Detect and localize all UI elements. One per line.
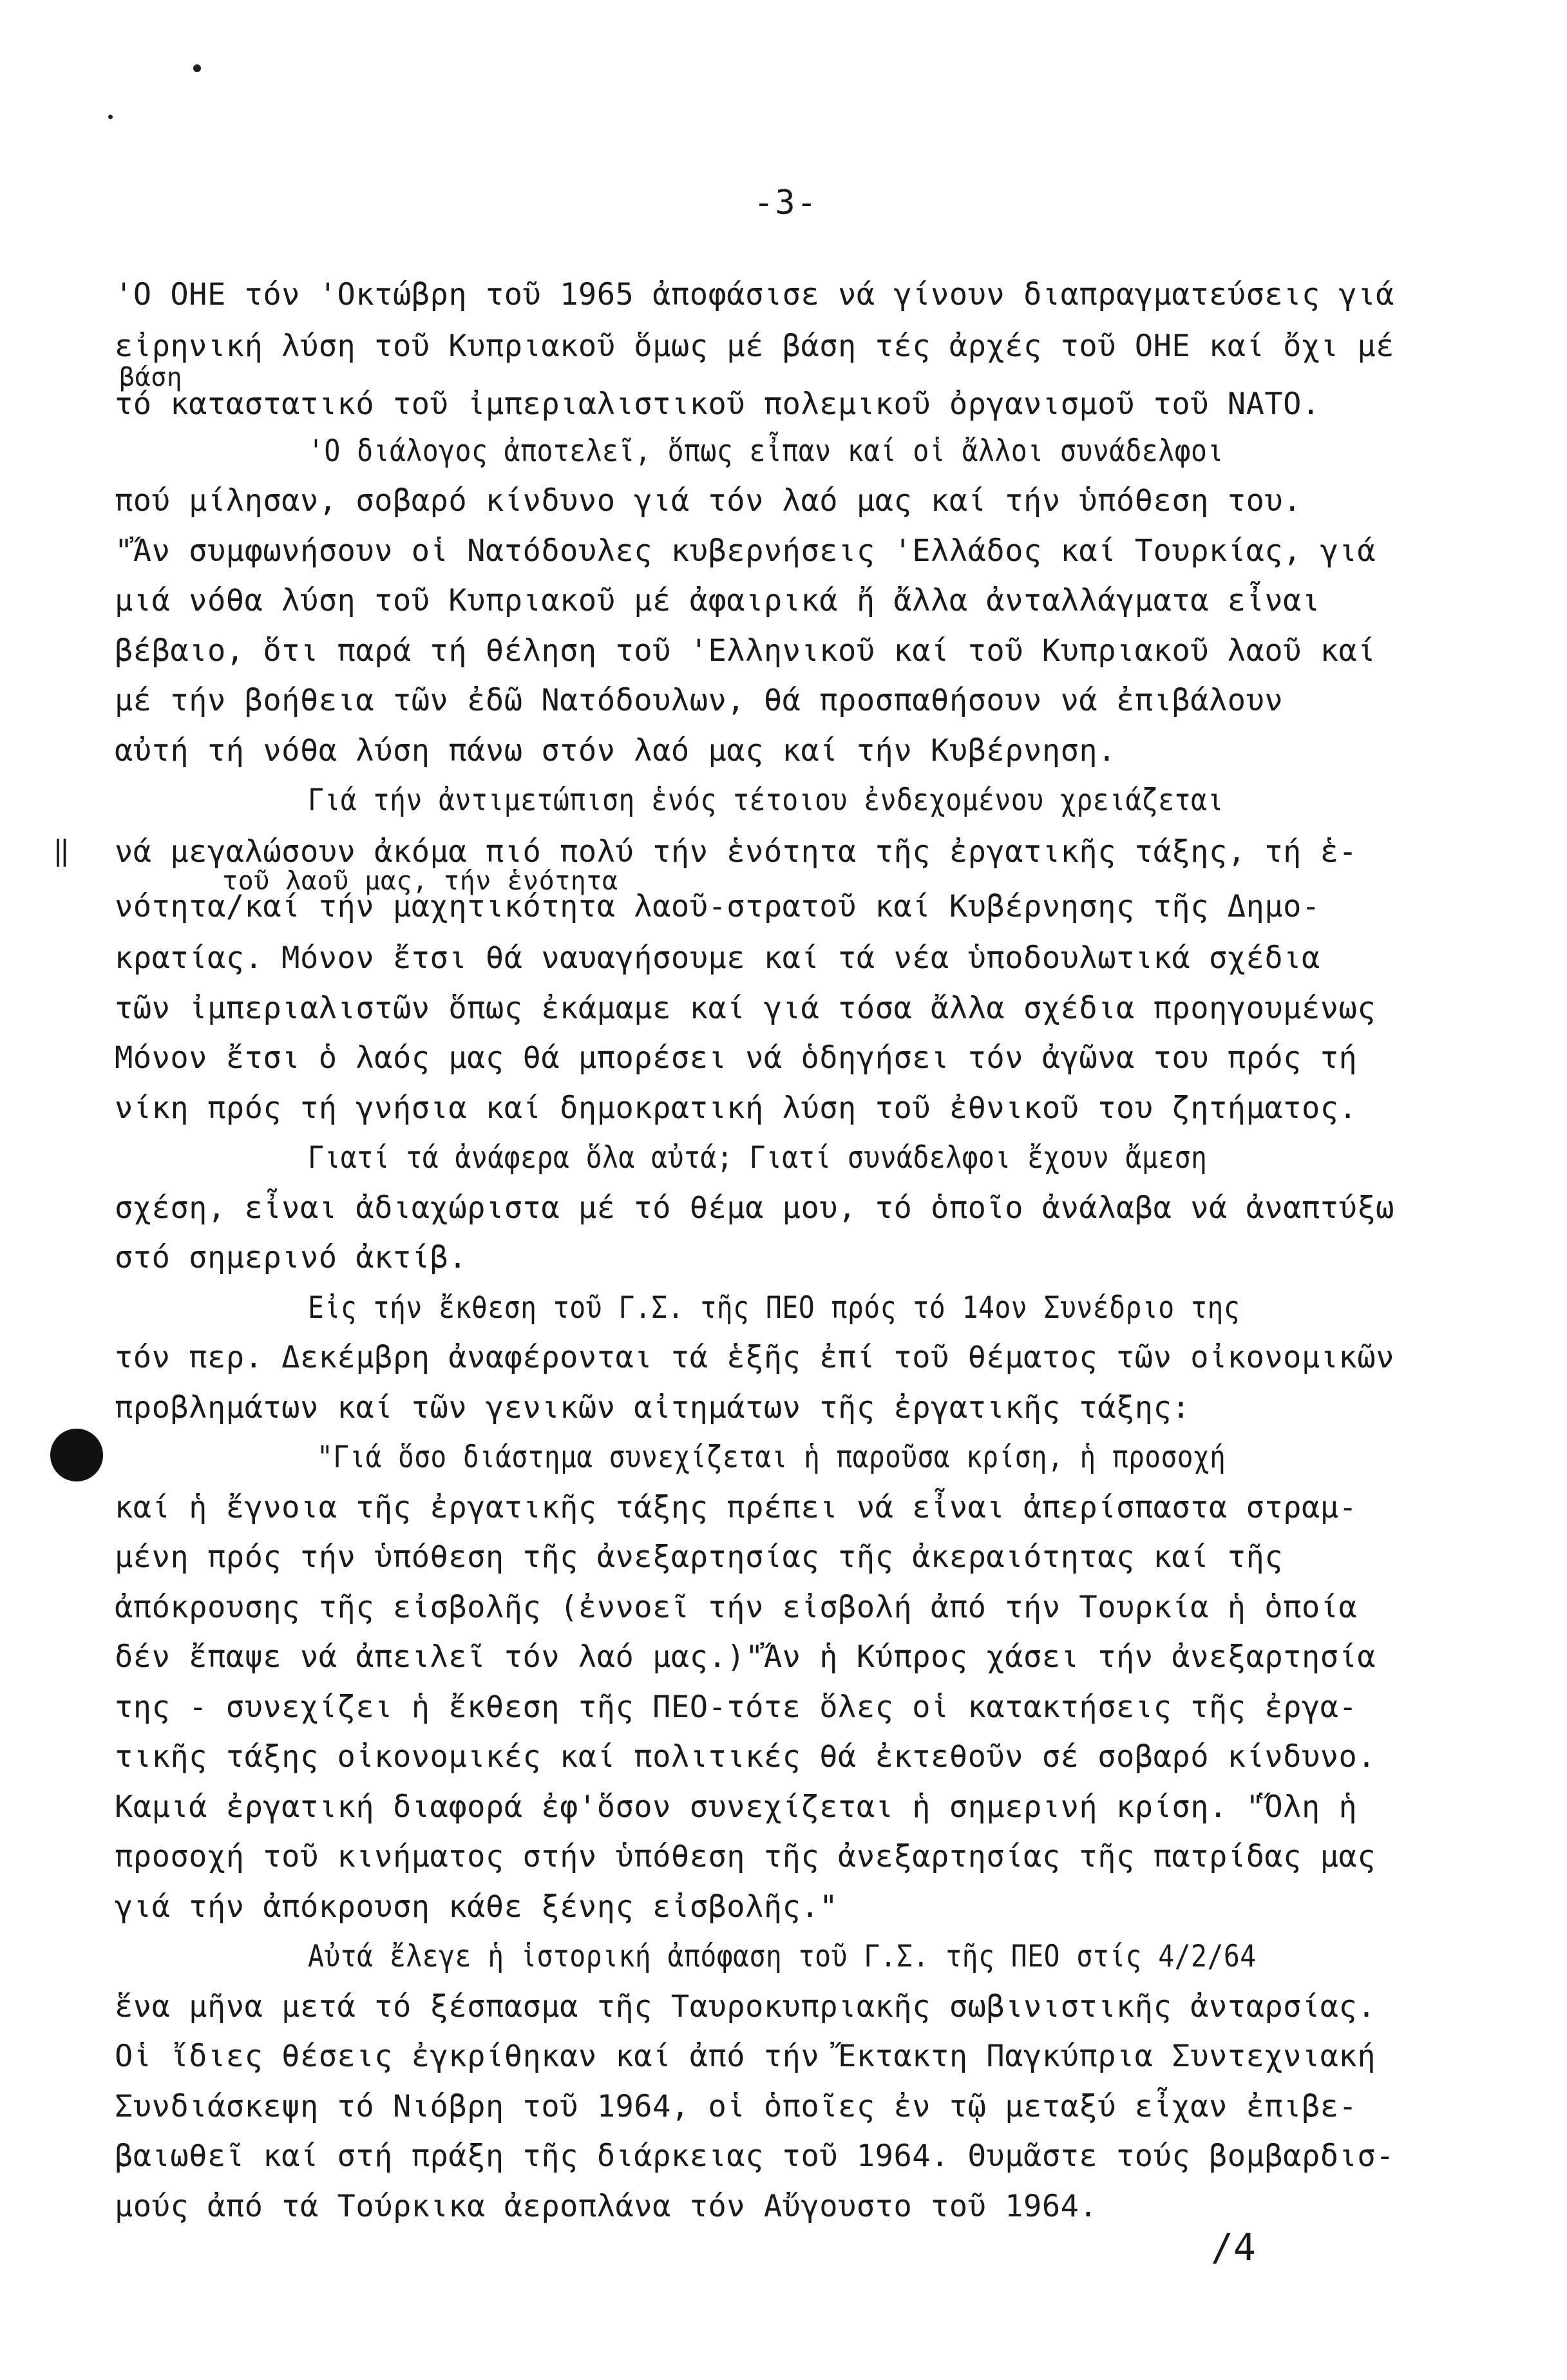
ink-speck <box>108 115 113 119</box>
text-line: Γιά τήν ἀντιμετώπιση ἑνός τέτοιου ἐνδεχομένου χρειάζεται <box>308 783 1224 818</box>
text-line: προβλημάτων καί τῶν γενικῶν αἰτημάτων τῆς ἐργατικῆς τάξης: <box>115 1390 1191 1425</box>
text-line: μούς ἀπό τά Τούρκικα ἀεροπλάνα τόν Αὔγουστο τοῦ 1964. <box>115 2189 1098 2224</box>
text-line: αὐτή τή νόθα λύση πάνω στόν λαό μας καί τήν Κυβέρνηση. <box>115 733 1117 768</box>
text-line: εἰρηνική λύση τοῦ Κυπριακοῦ ὅμως μέ βάση τές ἀρχές τοῦ ΟΗΕ καί ὄχι μέ <box>115 328 1394 364</box>
text-line: ἀπόκρουσης τῆς εἰσβολῆς (ἐννοεῖ τήν εἰσβολή ἀπό τήν Τουρκία ἡ ὁποία <box>115 1590 1358 1625</box>
text-line: μιά νόθα λύση τοῦ Κυπριακοῦ μέ ἀφαιρικά ἤ ἄλλα ἀνταλλάγματα εἶναι <box>115 583 1320 618</box>
text-line: σχέση, εἶναι ἀδιαχώριστα μέ τό θέμα μου, τό ὁποῖο ἀνάλαβα νά ἀναπτύξω <box>115 1190 1394 1226</box>
text-line: της - συνεχίζει ἡ ἔκθεση τῆς ΠΕΟ-τότε ὅλες οἱ κατακτήσεις τῆς ἐργα- <box>115 1690 1358 1725</box>
text-line: Συνδιάσκεψη τό Νιόβρη τοῦ 1964, οἱ ὁποῖες ἐν τῷ μεταξύ εἶχαν ἐπιβε- <box>115 2089 1358 2124</box>
text-line: δέν ἔπαψε νά ἀπειλεῖ τόν λαό μας.)"Ἄν ἡ Κύπρος χάσει τήν ἀνεξαρτησία <box>115 1639 1376 1675</box>
text-line: νίκη πρός τή γνήσια καί δημοκρατική λύση τοῦ ἐθνικοῦ του ζητήματος. <box>115 1090 1358 1126</box>
text-line: κρατίας. Μόνον ἔτσι θά ναυαγήσουμε καί τά νέα ὑποδουλωτικά σχέδια <box>115 940 1320 976</box>
ink-speck <box>193 64 201 72</box>
margin-mark: ‖ <box>53 834 70 867</box>
text-line: τό καταστατικό τοῦ ἰμπεριαλιστικοῦ πολεμικοῦ ὀργανισμοῦ τοῦ ΝΑΤΟ. <box>115 386 1320 422</box>
text-line: 'Ο ΟΗΕ τόν 'Οκτώβρη τοῦ 1965 ἀποφάσισε νά γίνουν διαπραγματεύσεις γιά <box>115 277 1394 312</box>
text-line: νότητα/καί τήν μαχητικότητα λαοῦ-στρατοῦ καί Κυβέρνησης τῆς Δημο- <box>115 889 1320 924</box>
text-line: τόν περ. Δεκέμβρη ἀναφέρονται τά ἑξῆς ἐπί τοῦ θέματος τῶν οἰκονομικῶν <box>115 1340 1394 1375</box>
text-line: καί ἡ ἔγνοια τῆς ἐργατικῆς τάξης πρέπει νά εἶναι ἀπερίσπαστα στραμ- <box>115 1490 1358 1525</box>
text-line: Γιατί τά ἀνάφερα ὅλα αὐτά; Γιατί συνάδελφοι ἔχουν ἄμεση <box>308 1140 1208 1176</box>
text-line: νά μεγαλώσουν ἀκόμα πιό πολύ τήν ἑνότητα τῆς ἐργατικῆς τάξης, τή ἑ- <box>115 834 1358 870</box>
text-line: μένη πρός τήν ὑπόθεση τῆς ἀνεξαρτησίας τῆς ἀκεραιότητας καί τῆς <box>115 1539 1284 1575</box>
continuation-marker: /4 <box>1211 2225 1256 2269</box>
text-line: Εἰς τήν ἔκθεση τοῦ Γ.Σ. τῆς ΠΕΟ πρός τό 14ον Συνέδριο της <box>308 1290 1240 1326</box>
text-line: Καμιά ἐργατική διαφορά ἐφ'ὅσον συνεχίζεται ἡ σημερινή κρίση. "Ὅλη ἡ <box>115 1789 1358 1825</box>
punch-hole <box>50 1429 103 1481</box>
text-line: "Ἄν συμφωνήσουν οἱ Νατόδουλες κυβερνήσεις 'Ελλάδος καί Τουρκίας, γιά <box>115 533 1376 569</box>
text-line: στό σημερινό ἀκτίβ. <box>115 1240 468 1275</box>
text-line: προσοχή τοῦ κινήματος στήν ὑπόθεση τῆς ἀνεξαρτησίας τῆς πατρίδας μας <box>115 1839 1376 1874</box>
page-number: -3- <box>754 184 818 222</box>
text-line: πού μίλησαν, σοβαρό κίνδυνο γιά τόν λαό μας καί τήν ὑπόθεση του. <box>115 483 1302 519</box>
handwritten-insertion: βάση <box>119 363 183 392</box>
text-line: τῶν ἰμπεριαλιστῶν ὅπως ἐκάμαμε καί γιά τόσα ἄλλα σχέδια προηγουμένως <box>115 991 1376 1026</box>
text-line: τικῆς τάξης οἰκονομικές καί πολιτικές θά ἐκτεθοῦν σέ σοβαρό κίνδυνο. <box>115 1739 1376 1775</box>
text-line: "Γιά ὅσο διάστημα συνεχίζεται ἡ παροῦσα κρίση, ἡ προσοχή <box>317 1440 1226 1475</box>
text-line: βαιωθεῖ καί στή πράξη τῆς διάρκειας τοῦ 1964. Θυμᾶστε τούς βομβαρδισ- <box>115 2138 1394 2174</box>
text-line: Οἱ ἴδιες θέσεις ἐγκρίθηκαν καί ἀπό τήν Ἔκτακτη Παγκύπρια Συντεχνιακή <box>115 2039 1376 2074</box>
text-line: Μόνον ἔτσι ὁ λαός μας θά μπορέσει νά ὁδηγήσει τόν ἀγῶνα του πρός τή <box>115 1040 1358 1076</box>
text-line: γιά τήν ἀπόκρουση κάθε ξένης εἰσβολῆς." <box>115 1889 839 1925</box>
text-line: ἕνα μῆνα μετά τό ξέσπασμα τῆς Ταυροκυπριακῆς σωβινιστικῆς ἀνταρσίας. <box>115 1989 1376 2024</box>
typed-insertion: τοῦ λαοῦ μας, τήν ἑνότητα <box>222 866 618 896</box>
text-line: Αὐτά ἔλεγε ἡ ἱστορική ἀπόφαση τοῦ Γ.Σ. τῆς ΠΕΟ στίς 4/2/64 <box>308 1939 1257 1974</box>
text-line: 'Ο διάλογος ἀποτελεῖ, ὅπως εἶπαν καί οἱ ἄλλοι συνάδελφοι <box>308 433 1224 469</box>
text-line: βέβαιο, ὅτι παρά τή θέληση τοῦ 'Ελληνικοῦ καί τοῦ Κυπριακοῦ λαοῦ καί <box>115 633 1376 669</box>
text-line: μέ τήν βοήθεια τῶν ἐδῶ Νατόδουλων, θά προσπαθήσουν νά ἐπιβάλουν <box>115 683 1284 718</box>
